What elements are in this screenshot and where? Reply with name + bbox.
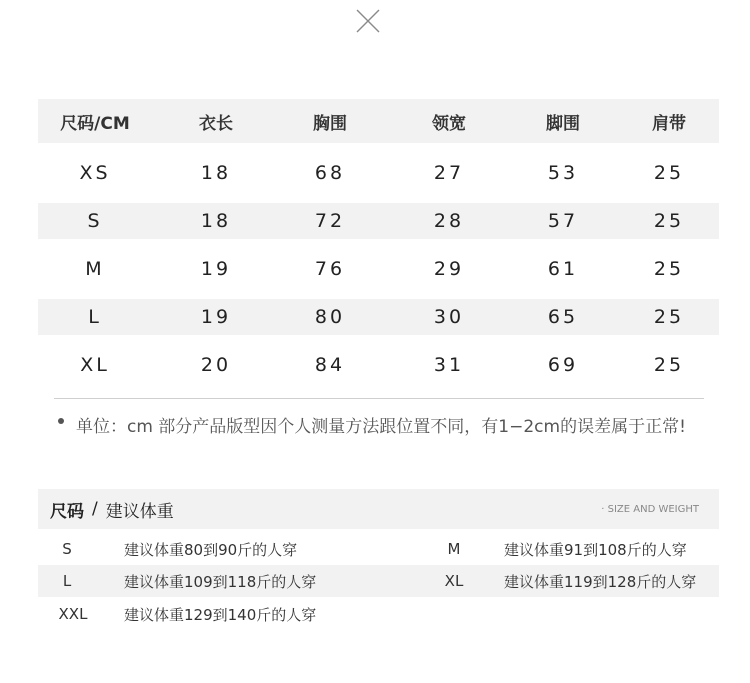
weight-row: [38, 598, 719, 630]
weight-title-bold: 尺码: [50, 501, 84, 522]
chest-cell: 72: [314, 210, 346, 232]
hem-cell: 69: [547, 354, 579, 376]
length-cell: 19: [200, 258, 232, 280]
weight-text: 建议体重109到118斤的人穿: [124, 572, 317, 591]
weight-size: L: [62, 572, 72, 590]
weight-size: XL: [444, 572, 464, 590]
hem-cell: 61: [547, 258, 579, 280]
close-icon[interactable]: [354, 7, 382, 35]
neck-cell: 31: [433, 354, 465, 376]
length-cell: 18: [200, 210, 232, 232]
length-cell: 20: [200, 354, 232, 376]
header-strap: 肩带: [652, 113, 686, 134]
neck-cell: 27: [433, 162, 465, 184]
weight-row: [38, 533, 719, 565]
weight-section-subtitle: · SIZE AND WEIGHT: [601, 503, 699, 515]
neck-cell: 28: [433, 210, 465, 232]
measurement-note-text: 单位：cm 部分产品版型因个人测量方法跟位置不同，有1−2cm的误差属于正常!: [76, 416, 686, 437]
weight-text: 建议体重119到128斤的人穿: [504, 572, 697, 591]
size-cell: L: [88, 306, 102, 328]
neck-cell: 29: [433, 258, 465, 280]
table-row: [38, 155, 719, 191]
hem-cell: 57: [547, 210, 579, 232]
table-row: [38, 251, 719, 287]
strap-cell: 25: [653, 306, 685, 328]
size-cell: S: [87, 210, 103, 232]
header-chest: 胸围: [313, 113, 347, 134]
weight-section-header: [38, 489, 719, 529]
chest-cell: 76: [314, 258, 346, 280]
size-table-header: [38, 99, 719, 143]
table-divider: [54, 398, 704, 399]
neck-cell: 30: [433, 306, 465, 328]
bullet-icon: [58, 418, 64, 424]
chest-cell: 68: [314, 162, 346, 184]
table-row: [38, 203, 719, 239]
table-row: [38, 347, 719, 383]
weight-row: [38, 565, 719, 597]
weight-title-rest: 建议体重: [105, 501, 174, 522]
weight-text: 建议体重91到108斤的人穿: [504, 540, 687, 559]
header-size: 尺码/CM: [60, 113, 130, 134]
length-cell: 18: [200, 162, 232, 184]
strap-cell: 25: [653, 210, 685, 232]
weight-title-slash: /: [92, 499, 98, 519]
header-neck: 领宽: [432, 113, 466, 134]
chest-cell: 80: [314, 306, 346, 328]
weight-text: 建议体重80到90斤的人穿: [124, 540, 298, 559]
strap-cell: 25: [653, 354, 685, 376]
weight-size: XXL: [58, 605, 88, 623]
strap-cell: 25: [653, 162, 685, 184]
measurement-note: [58, 410, 748, 438]
hem-cell: 65: [547, 306, 579, 328]
table-row: [38, 299, 719, 335]
weight-text: 建议体重129到140斤的人穿: [124, 605, 317, 624]
header-length: 衣长: [199, 113, 233, 134]
header-hem: 脚围: [546, 113, 580, 134]
weight-section-title: [50, 489, 174, 529]
size-cell: XS: [79, 162, 111, 184]
hem-cell: 53: [547, 162, 579, 184]
length-cell: 19: [200, 306, 232, 328]
size-cell: XL: [80, 354, 110, 376]
size-cell: M: [85, 258, 105, 280]
strap-cell: 25: [653, 258, 685, 280]
weight-size: S: [62, 540, 72, 558]
chest-cell: 84: [314, 354, 346, 376]
weight-size: M: [447, 540, 461, 558]
